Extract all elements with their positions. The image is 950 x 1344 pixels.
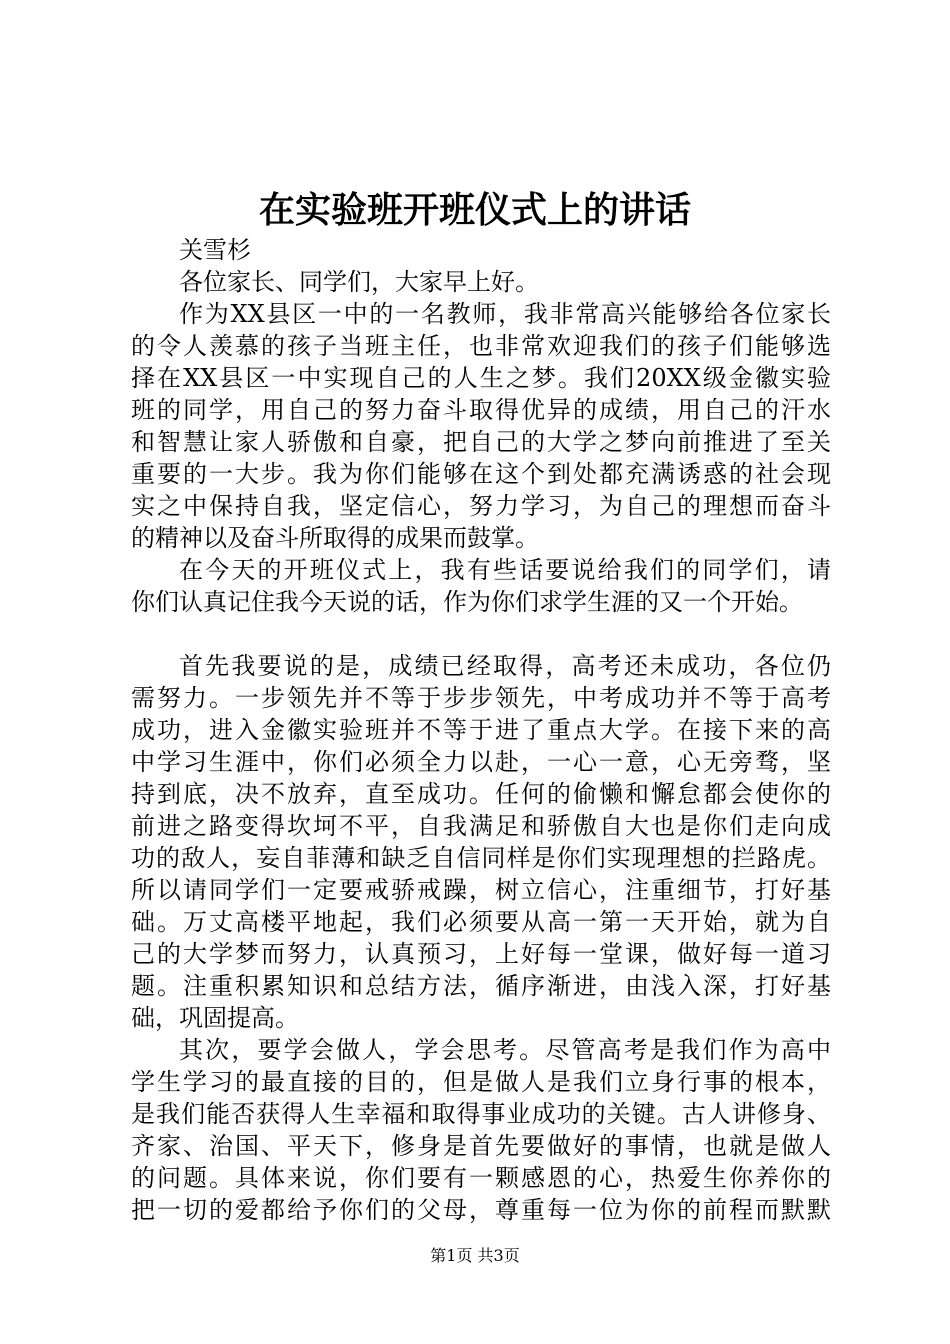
paragraph-3-line: 成功，进入金徽实验班并不等于进了重点大学。在接下来的高 bbox=[131, 716, 831, 744]
paragraph-1-line: 的精神以及奋斗所取得的成果而鼓掌。 bbox=[131, 524, 539, 552]
paragraph-4-line: 把一切的爱都给予你们的父母，尊重每一位为你的前程而默默 bbox=[131, 1196, 831, 1224]
paragraph-spacer bbox=[131, 618, 831, 650]
paragraph-3-line: 持到底，决不放弃，直至成功。任何的偷懒和懈怠都会使你的 bbox=[131, 780, 831, 808]
paragraph-1-line: 实之中保持自我，坚定信心，努力学习，为自己的理想而奋斗 bbox=[131, 492, 831, 520]
paragraph-3-line: 需努力。一步领先并不等于步步领先，中考成功并不等于高考 bbox=[131, 684, 831, 712]
paragraph-4-line: 学生学习的最直接的目的，但是做人是我们立身行事的根本， bbox=[131, 1068, 831, 1096]
document-title: 在实验班开班仪式上的讲话 bbox=[258, 189, 691, 231]
paragraph-3-line: 中学习生涯中，你们必须全力以赴，一心一意，心无旁骛，坚 bbox=[131, 748, 831, 776]
document-body bbox=[131, 234, 831, 1226]
paragraph-3-line: 础，巩固提高。 bbox=[131, 1004, 299, 1032]
paragraph-3-line: 所以请同学们一定要戒骄戒躁，树立信心，注重细节，打好基 bbox=[131, 876, 831, 904]
paragraph-4-line: 其次，要学会做人，学会思考。尽管高考是我们作为高中 bbox=[179, 1036, 831, 1064]
paragraph-4-line: 齐家、治国、平天下，修身是首先要做好的事情，也就是做人 bbox=[131, 1132, 831, 1160]
paragraph-3-line: 功的敌人，妄自菲薄和缺乏自信同样是你们实现理想的拦路虎。 bbox=[131, 844, 831, 872]
page-footer: 第1页 共3页 bbox=[430, 1246, 520, 1265]
paragraph-3-line: 前进之路变得坎坷不平，自我满足和骄傲自大也是你们走向成 bbox=[131, 812, 831, 840]
paragraph-4-line: 的问题。具体来说，你们要有一颗感恩的心，热爱生你养你的 bbox=[131, 1164, 831, 1192]
paragraph-1-line: 的令人羡慕的孩子当班主任，也非常欢迎我们的孩子们能够选 bbox=[131, 332, 831, 360]
paragraph-1-line: 班的同学，用自己的努力奋斗取得优异的成绩，用自己的汗水 bbox=[131, 396, 831, 424]
paragraph-3-line: 首先我要说的是，成绩已经取得，高考还未成功，各位仍 bbox=[179, 652, 831, 680]
paragraph-2-line: 你们认真记住我今天说的话，作为你们求学生涯的又一个开始。 bbox=[131, 588, 803, 616]
paragraph-3-line: 己的大学梦而努力，认真预习，上好每一堂课，做好每一道习 bbox=[131, 940, 831, 968]
paragraph-1-line: 和智慧让家人骄傲和自豪，把自己的大学之梦向前推进了至关 bbox=[131, 428, 831, 456]
paragraph-2-line: 在今天的开班仪式上，我有些话要说给我们的同学们，请 bbox=[179, 556, 831, 584]
author-line: 关雪杉 bbox=[179, 236, 251, 264]
paragraph-1-line: 择在XX县区一中实现自己的人生之梦。我们20XX级金徽实验 bbox=[131, 364, 831, 392]
paragraph-3-line: 础。万丈高楼平地起，我们必须要从高一第一天开始，就为自 bbox=[131, 908, 831, 936]
paragraph-1-line: 重要的一大步。我为你们能够在这个到处都充满诱惑的社会现 bbox=[131, 460, 831, 488]
paragraph-3-line: 题。注重积累知识和总结方法，循序渐进，由浅入深，打好基 bbox=[131, 972, 831, 1000]
greeting-line: 各位家长、同学们，大家早上好。 bbox=[179, 268, 539, 296]
paragraph-4-line: 是我们能否获得人生幸福和取得事业成功的关键。古人讲修身、 bbox=[131, 1100, 831, 1128]
paragraph-1-line: 作为XX县区一中的一名教师，我非常高兴能够给各位家长 bbox=[179, 300, 831, 328]
